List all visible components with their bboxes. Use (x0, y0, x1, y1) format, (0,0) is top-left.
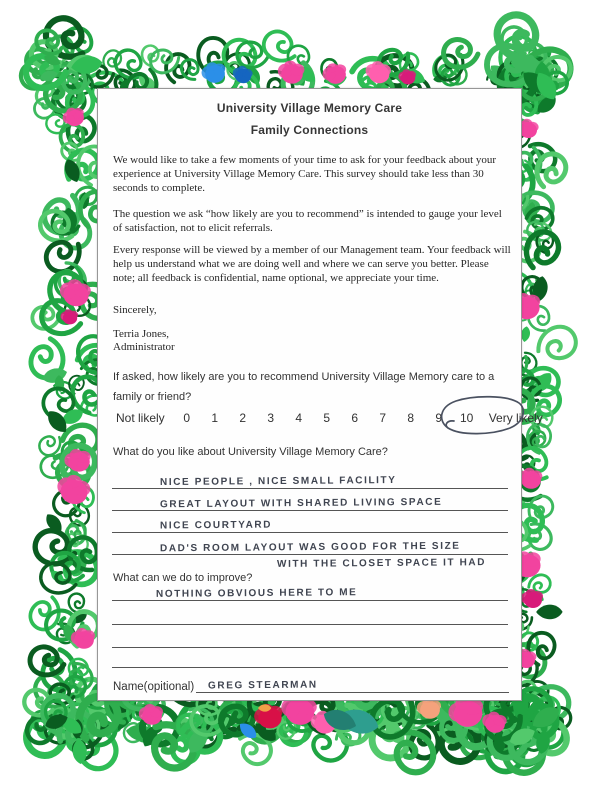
scale-value-8[interactable]: 8 (407, 411, 415, 425)
like-answer-line-4[interactable] (112, 533, 508, 555)
recommend-question: If asked, how likely are you to recommend University Village Memory care to a family or friend? (113, 371, 495, 403)
like-answer-text-1: NICE PEOPLE , NICE SMALL FACILITY (159, 474, 397, 489)
like-answers-block (112, 467, 508, 555)
scale-high-label: Very likely (488, 411, 543, 425)
improve-answer-line-3[interactable] (112, 625, 508, 648)
like-answer-text-2: GREAT LAYOUT WITH SHARED LIVING SPACE (159, 496, 443, 511)
intro-paragraph-1: We would like to take a few moments of your time to ask for your feedback about your experience at University Village Memory Care. This survey should take less than 30 seconds to complete. (113, 154, 497, 194)
improve-answer-line-4[interactable] (112, 648, 508, 668)
scale-value-6[interactable]: 6 (351, 411, 359, 425)
scale-low-label: Not likely (116, 411, 165, 425)
name-value: GREG STEARMAN (208, 679, 318, 692)
improve-answer-line-2[interactable] (112, 601, 508, 625)
name-label: Name(opitional) (113, 681, 195, 693)
like-answer-line-1[interactable] (112, 467, 508, 489)
intro-paragraph-3: Every response will be viewed by a member of our Management team. Your feedback will help us understand what we are doing well and where we can serve you better. Please note; all feedback is confidential, name optional, we appreciate your time. (113, 244, 511, 284)
like-answer-line-3[interactable] (112, 511, 508, 533)
scale-value-1[interactable]: 1 (211, 411, 219, 425)
intro-paragraph-2: The question we ask “how likely are you to recommend” is intended to gauge your level of satisfaction, not to elicit referrals. (113, 208, 502, 234)
like-answer-text-5: WITH THE CLOSET SPACE IT HAD (276, 557, 487, 570)
scale-value-7[interactable]: 7 (379, 411, 387, 425)
improve-answers-block (112, 579, 508, 668)
like-answer-line-2[interactable] (112, 489, 508, 511)
scale-value-4[interactable]: 4 (295, 411, 303, 425)
improve-answer-text-1: NOTHING OBVIOUS HERE TO ME (155, 587, 358, 600)
name-line[interactable] (196, 677, 509, 693)
scale-value-5[interactable]: 5 (323, 411, 331, 425)
form-title: University Village Memory Care (216, 101, 403, 115)
scale-value-3[interactable]: 3 (267, 411, 275, 425)
rating-scale (116, 411, 543, 425)
scale-value-0[interactable]: 0 (183, 411, 191, 425)
like-answer-text-4: DAD'S ROOM LAYOUT WAS GOOD FOR THE SIZE (159, 540, 461, 555)
signature-title: Administrator (113, 341, 175, 353)
survey-sheet (97, 88, 543, 701)
scale-value-9[interactable]: 9 (435, 411, 443, 425)
signature-name: Terria Jones, (113, 328, 170, 340)
scale-value-2[interactable]: 2 (239, 411, 247, 425)
form-subtitle: Family Connections (250, 123, 369, 137)
name-row (113, 677, 509, 693)
scale-value-10[interactable]: 10 (460, 411, 474, 425)
like-answer-text-3: NICE COURTYARD (159, 519, 273, 532)
improve-answer-line-1[interactable] (112, 579, 508, 601)
improve-question: What can we do to improve? (113, 572, 253, 584)
like-question: What do you like about University Village Memory Care? (113, 446, 388, 458)
like-answer-overflow (112, 555, 508, 569)
closing-text: Sincerely, (113, 304, 157, 316)
